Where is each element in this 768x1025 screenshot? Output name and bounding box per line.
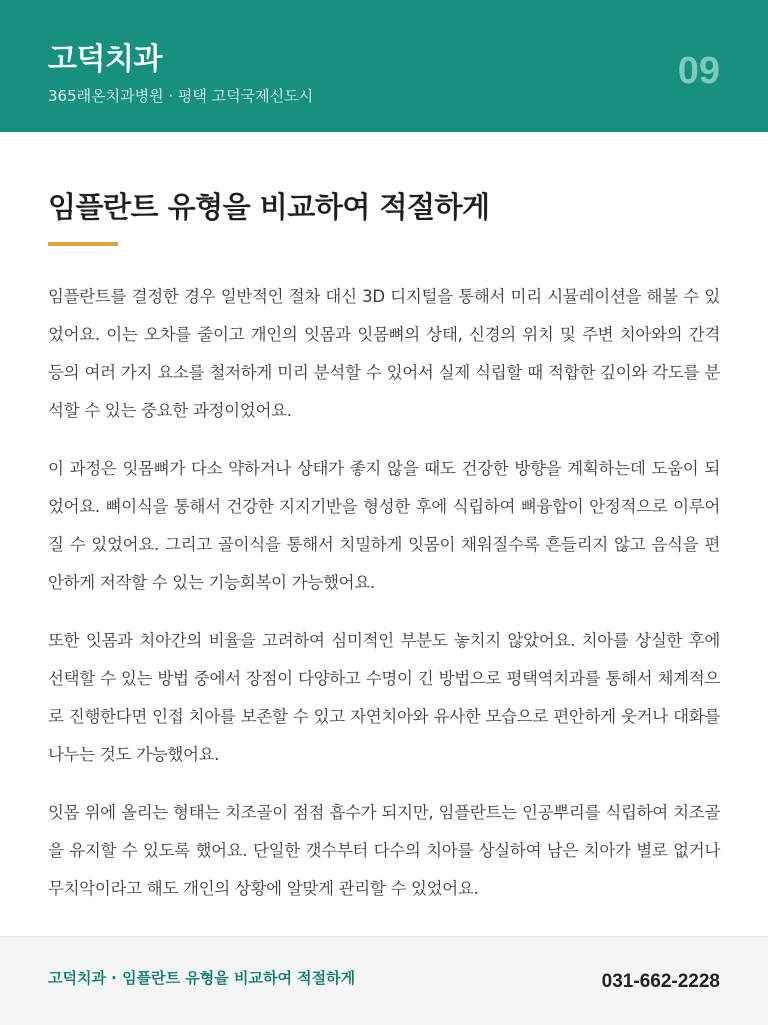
clinic-subtitle: 365래온치과병원 · 평택 고덕국제신도시 <box>48 87 314 105</box>
article-title: 임플란트 유형을 비교하여 적절하게 <box>48 190 490 224</box>
paragraph-1: 임플란트를 결정한 경우 일반적인 절차 대신 3D 디지털을 통해서 미리 시뮬레이션을 해볼 수 있었어요. 이는 오차를 줄이고 개인의 잇몸과 잇몸뼈의 상태, 신경의 위치 및 주변 치아와의 간격 등의 여러 가지 요소를 철저하게 미리 분석할 수 있어서 실제 식립할 때 적합한 깊이와 각도를 분석할 수 있는 중요한 과정이었어요. <box>48 287 720 420</box>
footer-bar <box>0 936 768 1025</box>
article-body <box>48 278 720 928</box>
page-number: 09 <box>677 50 720 92</box>
clinic-title: 고덕치과 <box>48 42 162 77</box>
title-underline <box>48 242 118 246</box>
paragraph-4: 잇몸 위에 올리는 형태는 치조골이 점점 흡수가 되지만, 임플란트는 인공뿌리를 식립하여 치조골을 유지할 수 있도록 했어요. 단일한 갯수부터 다수의 치아를 상실하여 남은 치아가 별로 없거나 무치악이라고 해도 개인의 상황에 알맞게 관리할 수 있었어요. <box>48 803 720 898</box>
paragraph-2: 이 과정은 잇몸뼈가 다소 약하거나 상태가 좋지 않을 때도 건강한 방향을 계획하는데 도움이 되었어요. 뼈이식을 통해서 건강한 지지기반을 형성한 후에 식립하여 뼈융합이 안정적으로 이루어질 수 있었어요. 그리고 골이식을 통해서 치밀하게 잇몸이 채워질수록 흔들리지 않고 음식을 편안하게 저작할 수 있는 기능회복이 가능했어요. <box>48 459 720 592</box>
phone-number[interactable]: 031-662-2228 <box>601 971 720 992</box>
header-bar <box>0 0 768 132</box>
paragraph-3: 또한 잇몸과 치아간의 비율을 고려하여 심미적인 부분도 놓치지 않았어요. 치아를 상실한 후에 선택할 수 있는 방법 중에서 장점이 다양하고 수명이 긴 방법으로 평택역치과를 통해서 체계적으로 진행한다면 인접 치아를 보존할 수 있고 자연치아와 유사한 모습으로 편안하게 웃거나 대화를 나누는 것도 가능했어요. <box>48 631 720 764</box>
footer-label: 고덕치과 · 임플란트 유형을 비교하여 적절하게 <box>48 969 356 987</box>
